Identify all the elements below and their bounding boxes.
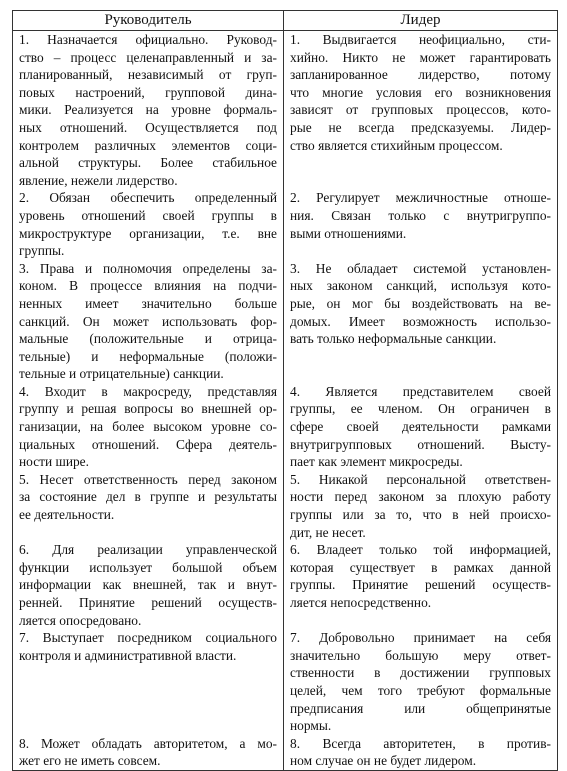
cell-manager [13, 471, 284, 541]
cell-leader [284, 260, 558, 383]
cell-manager [13, 383, 284, 471]
spacer [19, 717, 277, 735]
text-line: альной структуры. Более стабильное [19, 155, 277, 171]
text-line: 4. Входит в макросреду, представляя [19, 383, 277, 399]
text-line: зависят от групповых процессов, кото- [290, 102, 551, 118]
text-line: циальных отношений. Сфера деятель- [19, 436, 277, 452]
text-line: группы или за то, что в ней происхо- [290, 507, 551, 523]
text-line: дит, не несет. [290, 524, 366, 540]
cell-manager [13, 541, 284, 629]
text-line: мальные (положительные и отрица- [19, 331, 277, 347]
spacer [19, 524, 277, 542]
cell-manager [13, 31, 284, 190]
text-line: микроструктуре организации, т.е. вне [19, 225, 277, 241]
text-line: предписания или общепринятые [290, 700, 551, 716]
table-row [13, 189, 558, 259]
table-row [13, 735, 558, 771]
text-line: запланированное лидерство, потому [290, 67, 551, 83]
text-line: планированный, независимый от груп- [19, 67, 277, 83]
document [12, 10, 557, 771]
text-line: 1. Выдвигается неофициально, сти- [290, 32, 551, 47]
cell-leader [284, 541, 558, 629]
text-line: ния. Связан только с внутригруппо- [290, 207, 551, 223]
text-line: ганизации, на более высоком уровне со- [19, 419, 277, 435]
text-line: ности шире. [19, 454, 89, 470]
text-line: 5. Никакой персональной ответствен- [290, 471, 551, 487]
text-line: 3. Права и полномочия определены за- [19, 260, 277, 276]
cell-manager [13, 189, 284, 259]
text-line: домых. Имеет возможность использо- [290, 313, 551, 329]
table-row [13, 629, 558, 735]
text-line: ее деятельности. [19, 507, 115, 523]
text-line: 3. Не обладает системой установлен- [290, 260, 551, 276]
text-line: группы, ее членом. Он ограничен в [290, 401, 551, 417]
text-line: функции использует большой объем [19, 559, 277, 575]
text-line: сфере своей деятельности рамками [290, 419, 551, 435]
text-line: внутригрупповых отношений. Высту- [290, 436, 551, 452]
text-line: ности перед законом за плохую работу [290, 489, 551, 505]
text-line: ственности в достижении групповых [290, 665, 551, 681]
text-line: рые не всегда предсказуемы. Лидер- [290, 119, 551, 135]
text-line: коном. В процессе влияния на подчи- [19, 278, 277, 294]
text-line: информации как внешней, так и внут- [19, 577, 277, 593]
text-line: 2. Обязан обеспечить определенный [19, 190, 277, 206]
cell-leader [284, 629, 558, 735]
spacer [290, 348, 551, 366]
text-line: ляется непосредственно. [290, 595, 432, 610]
table-row [13, 31, 558, 190]
header-leader: Лидер [284, 11, 558, 31]
spacer [290, 154, 551, 172]
text-line: что многие условия его возникновения [290, 84, 551, 100]
cell-manager [13, 735, 284, 771]
text-line: рые, он мог бы воздействовать на ве- [290, 295, 551, 311]
table-row [13, 383, 558, 471]
table-row [13, 541, 558, 629]
text-line: уровень отношений своей группы в [19, 207, 277, 223]
text-line: 6. Владеет только той информацией, [290, 542, 551, 558]
text-line: ном случае он не будет лидером. [290, 753, 477, 769]
table-body [13, 31, 558, 771]
spacer [19, 682, 277, 700]
comparison-table [12, 10, 558, 771]
spacer [19, 664, 277, 682]
text-line: 5. Несет ответственность перед законом [19, 471, 277, 487]
spacer [290, 242, 551, 260]
cell-manager [13, 629, 284, 735]
spacer [290, 365, 551, 383]
text-line: 8. Может обладать авторитетом, а мо- [19, 735, 277, 751]
text-line: ство является стихийным процессом. [290, 137, 503, 153]
text-line: 1. Назначается официально. Руковод- [19, 32, 277, 47]
table-row [13, 471, 558, 541]
text-line: явление, нежели лидерство. [19, 172, 178, 188]
text-line: которая существует в рамках данной [290, 559, 551, 575]
spacer [290, 612, 551, 630]
text-line: тельные и отрицательные) санкции. [19, 366, 224, 382]
text-line: жет его не иметь совсем. [19, 753, 161, 769]
text-line: нормы. [290, 718, 332, 734]
text-line: за состояние дел в группе и результаты [19, 489, 277, 505]
text-line: мики. Реализуется на уровне формаль- [19, 102, 277, 118]
text-line: 2. Регулирует межличностные отноше- [290, 190, 551, 206]
text-line: ренней. Принятие решений осуществ- [19, 595, 277, 610]
text-line: хийно. Никто не может гарантировать [290, 49, 551, 65]
text-line: контролем различных элементов соци- [19, 137, 277, 153]
text-line: 6. Для реализации управленческой [19, 542, 277, 558]
text-line: целей, чем того требуют формальные [290, 682, 551, 698]
text-line: ных отношений. Осуществляется под [19, 119, 277, 135]
text-line: ство – процесс целенаправленный и за- [19, 49, 277, 65]
table-row [13, 260, 558, 383]
header-row [13, 11, 558, 31]
text-line: пает как элемент микросреды. [290, 454, 463, 470]
text-line: 7. Выступает посредником социального [19, 630, 277, 646]
header-manager: Руководитель [13, 11, 284, 31]
text-line: ненных имеет значительно больше [19, 295, 277, 311]
text-line: 4. Является представителем своей [290, 383, 551, 399]
text-line: ных законом санкций, используя кото- [290, 278, 551, 294]
text-line: группы. Принятие решений осуществ- [290, 577, 551, 593]
text-line: выми отношениями. [290, 225, 407, 241]
text-line: 7. Добровольно принимает на себя [290, 630, 551, 646]
text-line: вать только неформальные санкции. [290, 331, 497, 347]
cell-leader [284, 31, 558, 190]
cell-leader [284, 471, 558, 541]
text-line: контроля и административной власти. [19, 647, 237, 663]
spacer [19, 700, 277, 718]
text-line: тельные) и неформальные (положи- [19, 348, 277, 364]
text-line: группы. [19, 243, 65, 259]
cell-leader [284, 189, 558, 259]
text-line: 8. Всегда авторитетен, в против- [290, 735, 551, 751]
cell-leader [284, 735, 558, 771]
text-line: ляется опосредовано. [19, 612, 142, 628]
cell-manager [13, 260, 284, 383]
cell-leader [284, 383, 558, 471]
text-line: значительно большую меру ответ- [290, 647, 551, 663]
spacer [290, 172, 551, 190]
text-line: санкций. Он может использовать фор- [19, 313, 277, 329]
text-line: повых настроений, групповой дина- [19, 84, 277, 100]
text-line: группу и решая вопросы во внешней ор- [19, 401, 277, 417]
